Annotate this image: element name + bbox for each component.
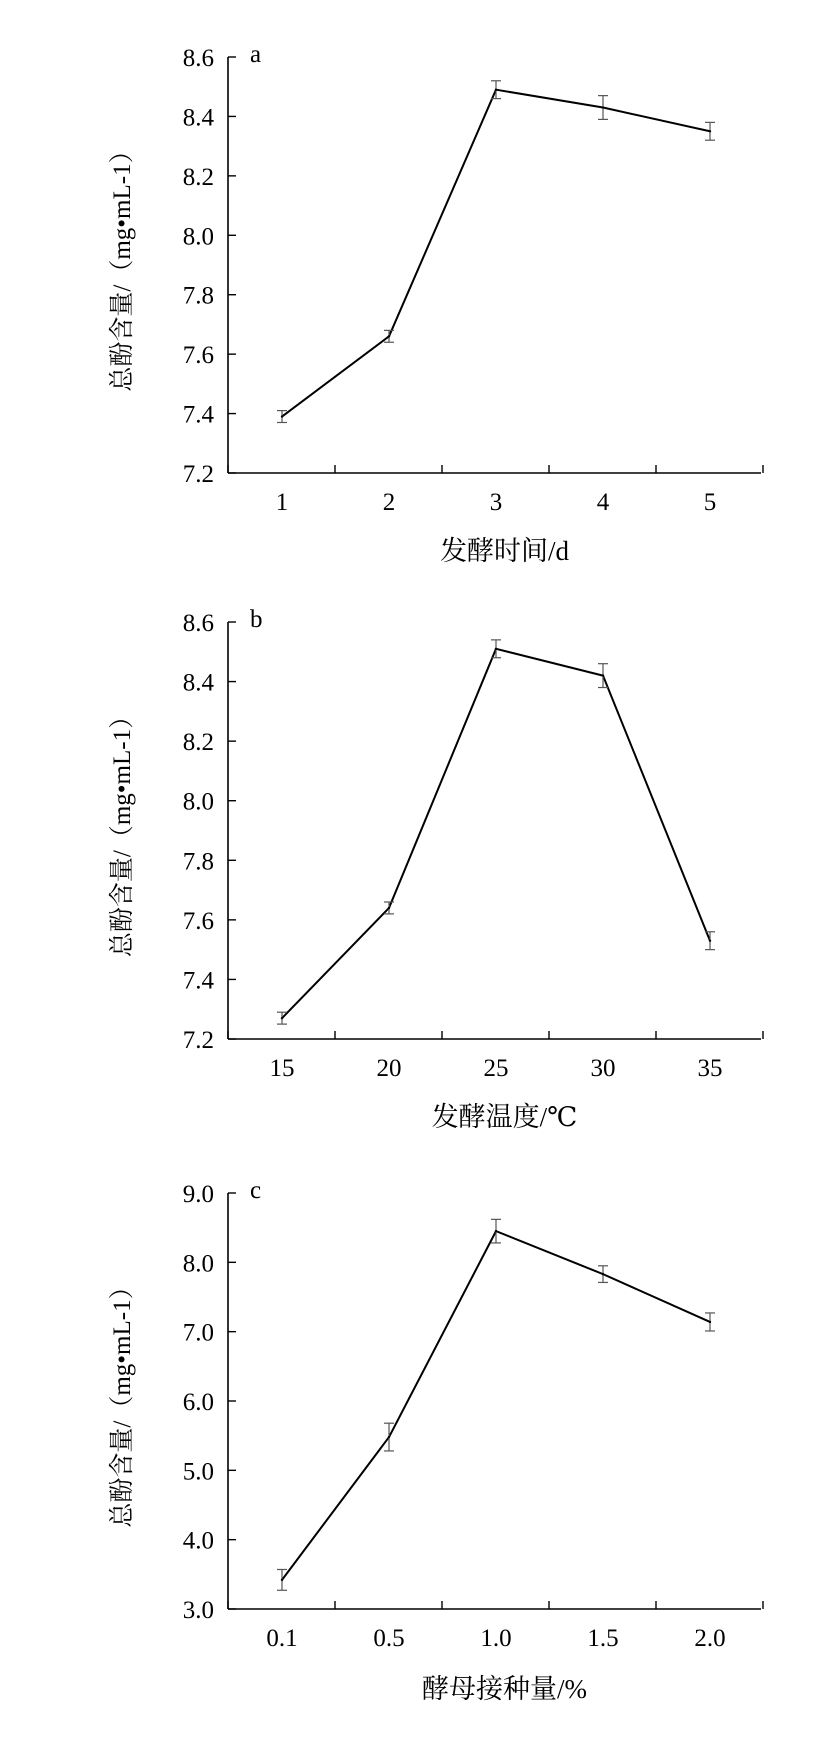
y-axis-title: 总酚含量/（mg•mL-1）: [109, 1274, 136, 1528]
y-tick-label: 7.0: [182, 1319, 214, 1347]
x-tick-label: 2: [382, 489, 396, 516]
y-tick-label: 7.4: [182, 401, 214, 429]
data-point: [709, 1321, 711, 1323]
x-tick-label: 25: [483, 1055, 509, 1082]
y-tick-label: 6.0: [182, 1389, 214, 1416]
series-line: [282, 649, 710, 1018]
y-tick-label: 3.0: [182, 1597, 214, 1624]
series-line: [282, 1231, 710, 1580]
y-tick-label: 7.2: [182, 461, 214, 488]
x-axis-title: 发酵温度/℃: [431, 1102, 578, 1132]
chart-panel-b: [108, 606, 763, 1132]
x-tick-label: 15: [269, 1055, 295, 1082]
data-point: [602, 674, 604, 676]
y-tick-label: 8.2: [182, 729, 214, 757]
panel-label: a: [250, 41, 262, 68]
y-tick-label: 8.0: [182, 788, 214, 816]
data-point: [281, 1017, 283, 1019]
y-tick-label: 8.4: [182, 669, 214, 697]
x-tick-label: 1.0: [480, 1625, 512, 1652]
panel-label: b: [250, 606, 263, 633]
data-point: [602, 106, 604, 108]
data-point: [388, 1436, 390, 1438]
chart-panel-a: [108, 41, 763, 566]
y-tick-label: 8.6: [182, 610, 214, 637]
y-tick-label: 7.8: [182, 282, 214, 310]
y-tick-label: 8.2: [182, 163, 214, 191]
data-point: [281, 415, 283, 417]
y-tick-label: 8.6: [182, 45, 214, 72]
y-tick-label: 9.0: [182, 1181, 214, 1208]
y-tick-label: 5.0: [182, 1458, 214, 1486]
x-tick-label: 20: [376, 1055, 402, 1082]
y-tick-label: 8.4: [182, 104, 214, 132]
data-point: [495, 648, 497, 650]
y-axis-title: 总酚含量/（mg•mL-1）: [109, 703, 136, 958]
data-point: [388, 335, 390, 337]
series-line: [282, 90, 710, 417]
y-axis-title: 总酚含量/（mg•mL-1）: [109, 138, 136, 392]
y-tick-label: 7.4: [182, 967, 214, 995]
x-axis-title: 酵母接种量/%: [422, 1674, 587, 1704]
y-tick-label: 7.6: [182, 342, 214, 370]
x-axis-title: 发酵时间/d: [439, 536, 570, 566]
x-tick-label: 5: [703, 489, 717, 516]
x-tick-label: 1.5: [587, 1625, 619, 1652]
data-point: [709, 130, 711, 132]
data-point: [709, 940, 711, 942]
data-point: [388, 907, 390, 909]
data-point: [602, 1273, 604, 1275]
x-tick-label: 30: [590, 1055, 616, 1082]
y-tick-label: 8.0: [182, 1250, 214, 1278]
x-tick-label: 3: [489, 489, 503, 516]
panel-label: c: [250, 1177, 262, 1204]
x-tick-label: 2.0: [694, 1625, 726, 1652]
y-tick-label: 7.2: [182, 1027, 214, 1054]
y-tick-label: 8.0: [182, 223, 214, 251]
chart-panel-c: [108, 1177, 763, 1704]
x-tick-label: 0.1: [266, 1625, 298, 1652]
y-tick-label: 7.6: [182, 907, 214, 935]
x-tick-label: 0.5: [373, 1625, 405, 1652]
y-tick-label: 7.8: [182, 848, 214, 876]
y-tick-label: 4.0: [182, 1527, 214, 1555]
x-tick-label: 4: [596, 489, 610, 516]
data-point: [495, 1230, 497, 1232]
data-point: [495, 88, 497, 90]
x-tick-label: 35: [697, 1055, 723, 1082]
x-tick-label: 1: [275, 489, 289, 516]
data-point: [281, 1579, 283, 1581]
